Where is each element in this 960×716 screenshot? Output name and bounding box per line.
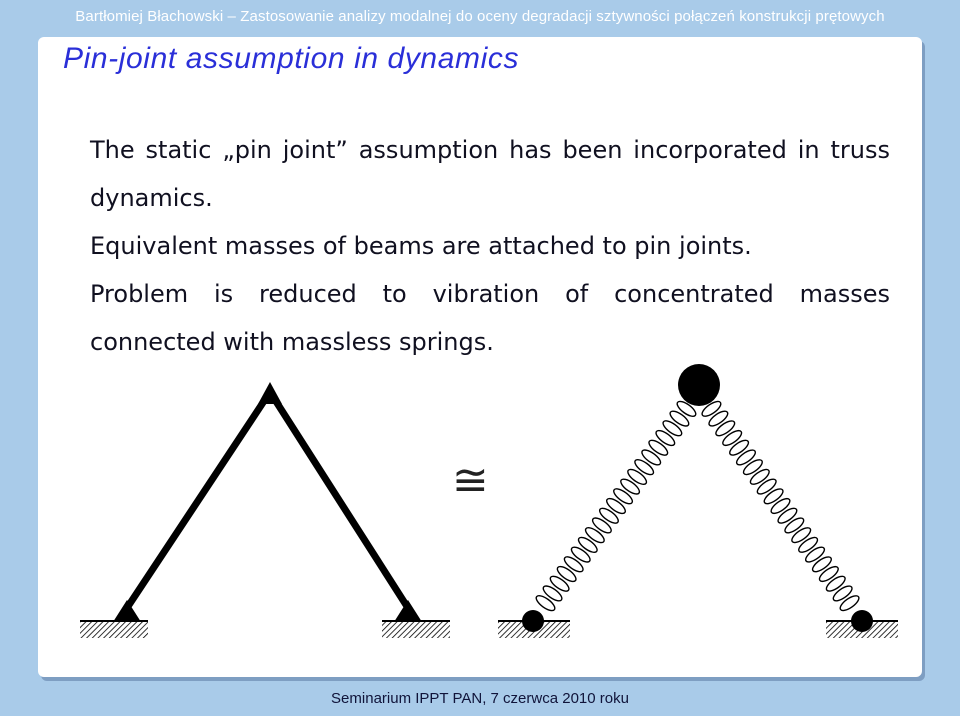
slide-header: Bartłomiej Błachowski – Zastosowanie analizy modalnej do oceny degradacji sztywności połączeń konstrukcji prętowych	[75, 8, 885, 25]
spring-coil	[810, 554, 833, 574]
spring-coil	[727, 438, 750, 458]
truss-left-bar	[127, 392, 270, 608]
spring-coil	[783, 515, 806, 535]
spring-coil	[707, 409, 730, 429]
spring-coil	[721, 428, 744, 448]
spring-coil	[734, 447, 757, 467]
spring-coil	[576, 535, 599, 555]
left-mass-ground-hatch	[498, 621, 570, 638]
spring-coil	[762, 486, 785, 506]
spring-coil	[661, 418, 684, 438]
paragraph-pin-joint: The static „pin joint” assumption has been incorporated in truss dynamics.	[90, 136, 890, 212]
paragraph-problem-reduced: Problem is reduced to vibration of concentrated masses connected with massless springs.	[90, 280, 890, 356]
spring-coil	[548, 574, 571, 594]
spring-coil	[748, 467, 771, 487]
spring-coil	[640, 447, 663, 467]
spring-coil	[597, 506, 620, 526]
spring-coil	[790, 525, 813, 545]
spring-coil	[626, 467, 649, 487]
left-pin-support	[113, 600, 141, 622]
spring-coil	[803, 545, 826, 565]
spring-coil	[769, 496, 792, 516]
spring-coil	[619, 476, 642, 496]
spring-coil	[555, 564, 578, 584]
right-pin-support	[394, 600, 422, 622]
spring-coil	[612, 486, 635, 506]
spring-coil	[654, 428, 677, 448]
spring-coil	[534, 593, 557, 613]
spring-left	[534, 399, 698, 613]
left-ground-hatch	[80, 621, 148, 638]
spring-coil	[569, 544, 592, 564]
spring-coil	[824, 574, 847, 594]
spring-coil	[633, 457, 656, 477]
spring-coil	[583, 525, 606, 545]
spring-coil	[817, 564, 840, 584]
paragraph-equivalent-masses: Equivalent masses of beams are attached to pin joints.	[90, 232, 752, 260]
spring-coil	[838, 593, 861, 613]
right-ground-hatch	[382, 621, 450, 638]
spring-coil	[647, 438, 670, 458]
spring-coil	[741, 457, 764, 477]
spring-coil	[755, 477, 778, 497]
spring-coil	[831, 583, 854, 603]
spring-coil	[590, 515, 613, 535]
spring-coil	[604, 496, 627, 516]
spring-coil	[714, 418, 737, 438]
slide-title: Pin-joint assumption in dynamics	[63, 42, 520, 75]
pin-truss-diagram	[80, 382, 450, 638]
spring-coil	[776, 506, 799, 526]
approx-equal-symbol: ≅	[452, 455, 489, 506]
right-mass-ground-hatch	[826, 621, 898, 638]
slide-footer: Seminarium IPPT PAN, 7 czerwca 2010 roku	[331, 690, 629, 707]
spring-coil	[562, 554, 585, 574]
top-pin-joint	[258, 382, 282, 404]
truss-right-bar	[270, 392, 408, 608]
spring-coil	[541, 583, 564, 603]
spring-coil	[668, 408, 691, 428]
mass-spring-diagram	[498, 364, 898, 638]
top-mass	[678, 364, 720, 406]
spring-coil	[797, 535, 820, 555]
spring-right	[700, 399, 861, 613]
